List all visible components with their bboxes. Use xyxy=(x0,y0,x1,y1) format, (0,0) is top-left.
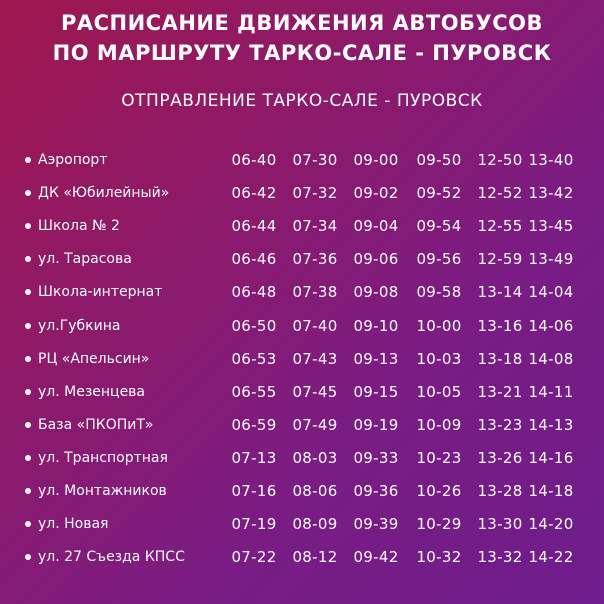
departure-time: 14-18 xyxy=(528,482,574,500)
departure-time: 09-15 xyxy=(353,382,399,401)
departure-time: 06-55 xyxy=(231,382,277,401)
departure-time: 09-52 xyxy=(416,184,462,203)
departure-time: 08-09 xyxy=(292,515,338,534)
departure-time: 13-26 xyxy=(477,448,523,467)
departure-time: 09-08 xyxy=(353,283,399,302)
departure-time: 14-11 xyxy=(528,382,574,401)
departure-time: 06-40 xyxy=(231,151,277,169)
bullet-icon xyxy=(25,521,31,527)
departure-time: 07-22 xyxy=(231,548,277,567)
departure-time: 09-00 xyxy=(353,151,399,169)
departure-time: 07-32 xyxy=(292,184,338,203)
departure-time: 12-52 xyxy=(477,184,523,203)
departure-time: 06-42 xyxy=(231,184,277,203)
bullet-icon xyxy=(25,389,31,395)
departure-time: 10-03 xyxy=(416,349,462,368)
stop-name: РЦ «Апельсин» xyxy=(38,350,150,367)
departure-time: 13-16 xyxy=(477,316,523,335)
departure-time: 08-03 xyxy=(292,448,338,467)
schedule-row xyxy=(0,511,604,537)
departure-time: 10-26 xyxy=(416,482,462,500)
departure-time: 07-38 xyxy=(292,283,338,302)
schedule-row xyxy=(0,544,604,570)
bullet-icon xyxy=(25,256,31,262)
departure-time: 09-04 xyxy=(353,217,399,236)
bullet-icon xyxy=(25,455,31,461)
departure-time: 10-09 xyxy=(416,415,462,434)
stop-name: ул. Новая xyxy=(38,516,109,533)
departure-time: 09-36 xyxy=(353,482,399,500)
departure-time: 09-42 xyxy=(353,548,399,567)
departure-time: 10-23 xyxy=(416,448,462,467)
departure-time: 13-28 xyxy=(477,482,523,500)
departure-time: 06-46 xyxy=(231,250,277,269)
departure-time: 09-39 xyxy=(353,515,399,534)
departure-time: 07-43 xyxy=(292,349,338,368)
departure-time: 14-13 xyxy=(528,415,574,434)
departure-time: 13-21 xyxy=(477,382,523,401)
schedule-title-line-2: ПО МАРШРУТУ ТАРКО-САЛЕ - ПУРОВСК xyxy=(52,41,552,65)
bullet-icon xyxy=(25,488,31,494)
stop-name: Аэропорт xyxy=(38,152,108,168)
schedule-row xyxy=(0,445,604,471)
departure-time: 13-23 xyxy=(477,415,523,434)
stop-name: ул. 27 Съезда КПСС xyxy=(38,549,185,566)
bullet-icon xyxy=(25,190,31,196)
departure-time: 14-04 xyxy=(528,283,574,302)
departure-time: 12-59 xyxy=(477,250,523,269)
departure-time: 10-05 xyxy=(416,382,462,401)
schedule-row xyxy=(0,246,604,272)
stop-name: Школа-интернат xyxy=(38,284,163,301)
departure-time: 09-13 xyxy=(353,349,399,368)
bullet-icon xyxy=(25,157,31,163)
bullet-icon xyxy=(25,356,31,362)
departure-time: 13-14 xyxy=(477,283,523,302)
schedule-row xyxy=(0,412,604,438)
departure-time: 07-40 xyxy=(292,316,338,335)
departure-time: 13-45 xyxy=(528,217,574,236)
departure-time: 09-10 xyxy=(353,316,399,335)
stop-name: ДК «Юбилейный» xyxy=(38,185,170,202)
departure-time: 13-30 xyxy=(477,515,523,534)
stop-name: ул. Монтажников xyxy=(38,483,167,499)
departure-time: 09-56 xyxy=(416,250,462,269)
departure-time: 07-19 xyxy=(231,515,277,534)
bullet-icon xyxy=(25,289,31,295)
bullet-icon xyxy=(25,323,31,329)
departure-time: 07-49 xyxy=(292,415,338,434)
bullet-icon xyxy=(25,554,31,560)
departure-time: 09-19 xyxy=(353,415,399,434)
departure-time: 09-54 xyxy=(416,217,462,236)
departure-time: 12-55 xyxy=(477,217,523,236)
departure-time: 06-53 xyxy=(231,349,277,368)
departure-time: 14-06 xyxy=(528,316,574,335)
departure-time: 07-30 xyxy=(292,151,338,169)
departure-time: 07-16 xyxy=(231,482,277,500)
departure-time: 09-58 xyxy=(416,283,462,302)
stop-name: ул. Транспортная xyxy=(38,449,168,466)
schedule-row xyxy=(0,313,604,339)
departure-time: 08-12 xyxy=(292,548,338,567)
schedule-row xyxy=(0,147,604,173)
departure-time: 10-00 xyxy=(416,316,462,335)
departure-time: 14-20 xyxy=(528,515,574,534)
stop-name: ул. Мезенцева xyxy=(38,383,146,400)
departure-time: 10-29 xyxy=(416,515,462,534)
schedule-row xyxy=(0,213,604,239)
departure-time: 12-50 xyxy=(477,151,523,169)
departure-time: 13-32 xyxy=(477,548,523,567)
departure-time: 09-33 xyxy=(353,448,399,467)
departure-time: 07-36 xyxy=(292,250,338,269)
departure-time: 14-16 xyxy=(528,448,574,467)
departure-time: 13-42 xyxy=(528,184,574,203)
stop-name: ул.Губкина xyxy=(38,317,121,334)
stop-name: ул. Тарасова xyxy=(38,251,132,268)
stop-name: Школа № 2 xyxy=(38,218,120,235)
departure-time: 13-18 xyxy=(477,349,523,368)
departure-time: 08-06 xyxy=(292,482,338,500)
departure-time: 09-02 xyxy=(353,184,399,203)
departure-time: 07-45 xyxy=(292,382,338,401)
departure-time: 07-34 xyxy=(292,217,338,236)
schedule-row xyxy=(0,379,604,405)
schedule-row xyxy=(0,279,604,305)
bullet-icon xyxy=(25,223,31,229)
departure-time: 06-50 xyxy=(231,316,277,335)
schedule-row xyxy=(0,346,604,372)
departure-time: 10-32 xyxy=(416,548,462,567)
direction-subtitle: ОТПРАВЛЕНИЕ ТАРКО-САЛЕ - ПУРОВСК xyxy=(121,91,483,111)
departure-time: 06-48 xyxy=(231,283,277,302)
bullet-icon xyxy=(25,422,31,428)
schedule-row xyxy=(0,180,604,206)
schedule-title-line-1: РАСПИСАНИЕ ДВИЖЕНИЯ АВТОБУСОВ xyxy=(60,11,544,35)
departure-time: 09-06 xyxy=(353,250,399,269)
departure-time: 06-44 xyxy=(231,217,277,236)
departure-time: 13-49 xyxy=(528,250,574,269)
departure-time: 06-59 xyxy=(231,415,277,434)
departure-time: 07-13 xyxy=(231,448,277,467)
departure-time: 09-50 xyxy=(416,151,462,169)
departure-time: 14-08 xyxy=(528,349,574,368)
departure-time: 13-40 xyxy=(528,151,574,169)
schedule-row xyxy=(0,478,604,504)
stop-name: База «ПКОПиТ» xyxy=(38,416,154,433)
departure-time: 14-22 xyxy=(528,548,574,567)
